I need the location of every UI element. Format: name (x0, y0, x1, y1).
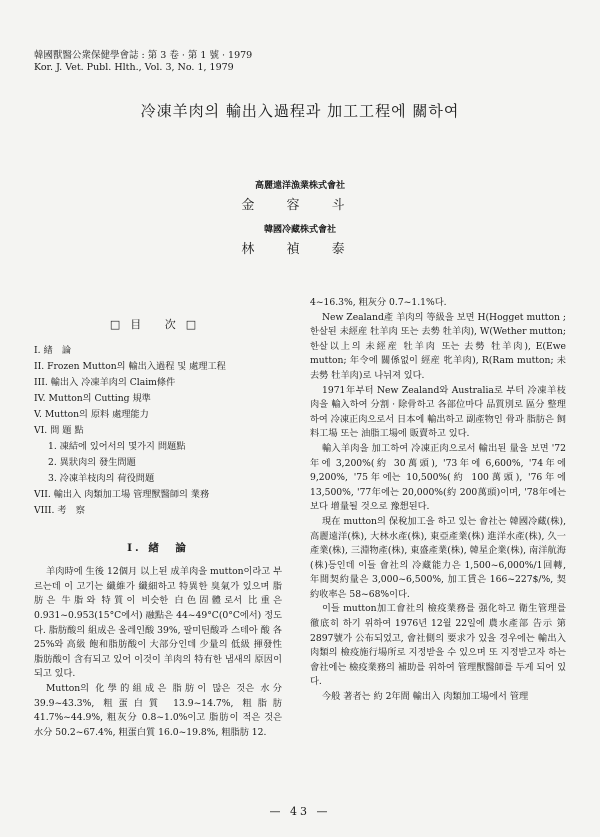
right-body-text (310, 296, 566, 705)
toc-item: 2. 異狀肉의 發生問題 (48, 456, 136, 468)
body-paragraph: 4~16.3%, 粗灰分 0.7~1.1%다. (310, 297, 447, 308)
body-paragraph: New Zealand產 羊肉의 等級을 보면 H(Hogget mutton ; 한살된 未經産 牡羊肉 또는 去勢 牡羊肉), W(Wether mutton; 한살以上의 未經産 牡羊肉 또는 去勢 牡羊肉), E(Ewe mutton; 年令에 關係없이 經産 牝羊肉), R(Ram mutton; 未去勢 牡羊肉)로 나뉘져 있다. (310, 311, 566, 381)
table-of-contents (34, 343, 282, 519)
toc-item: VIII. 考 察 (34, 504, 85, 516)
toc-item: VII. 輸出入 肉類加工場 管理獸醫師의 業務 (34, 488, 210, 500)
right-column (310, 296, 566, 705)
body-paragraph: 今般 著者는 約 2年間 輸出入 肉類加工場에서 管理 (322, 691, 529, 703)
toc-item: 1. 凍結에 있어서의 몇가지 問題點 (48, 440, 186, 452)
page-number: — 43 — (269, 805, 331, 818)
journal-header (34, 50, 252, 74)
toc-item: II. Frozen Mutton의 輸出入過程 및 處理工程 (34, 360, 226, 372)
body-paragraph: 1971年부터 New Zealand와 Australia로 부터 冷凍羊枝肉을 輸入하여 分割 · 除骨하고 各部位마다 品質別로 區分 整理하여 冷凍正肉으로서 日本에 輸出하고 副產物인 骨과 脂肪은 飼料工場 또는 油脂工場에 販賣하고 있다. (310, 384, 566, 440)
left-column (34, 318, 282, 740)
author-affiliation: 韓國冷藏株式會社 (263, 225, 336, 235)
toc-item: I. 緖 論 (34, 344, 72, 356)
author-name: 金 容 斗 (241, 198, 359, 213)
toc-heading: □目 次□ (109, 318, 207, 331)
paper-title: 冷凍羊肉의 輸出入過程과 加工工程에 關하여 (140, 102, 460, 120)
section-heading-introduction: I. 緖 論 (127, 541, 189, 554)
body-paragraph: 이들 mutton加工會社의 檢疫業務를 强化하고 衛生管理를 徹底히 하기 위하여 1976년 12월 22일에 農水產部 告示 第2897號가 公布되었고, 會社側의 要求가 있을 경우에는 輸出入 肉類의 檢疫施行場所로 지정받을 수 있으며 또 지정받고자 하는 會社에는 檢疫業務의 補助를 위하여 管理獸醫師를 두게 되어 있다. (310, 603, 566, 688)
author-affiliation: 高麗遠洋漁業株式會社 (254, 181, 345, 191)
toc-item: 3. 冷凍羊枝肉의 荷役問題 (48, 472, 155, 484)
toc-item: V. Mutton의 原料 處理能力 (34, 408, 149, 420)
journal-line-korean: 韓國獸醫公衆保健學會誌 : 第 3 卷 · 第 1 號 · 1979 (34, 50, 253, 61)
author-name: 林 禎 泰 (241, 242, 359, 257)
body-paragraph: 羊肉時에 生後 12個月 以上된 成羊肉을 mutton이라고 부르는데 이 고기는 纖維가 纖細하고 特異한 臭氣가 있으며 脂肪은 牛脂와 特質이 비슷한 白色固體로서 比重은 0.931~0.953(15°C에서) 融點은 44~49°C(0°C에서) 정도다. 脂肪酸의 組成은 올레인酸 39%, 팔미틴酸과 스테아 酸 各 25%와 高級 飽和脂肪酸이 大部分인데 少量의 低級 揮發性 脂肪酸이 含有되고 있어 이것이 羊肉의 特有한 냄새의 原因이 되고 있다. (34, 566, 282, 680)
author-2 (0, 222, 600, 257)
body-paragraph: 現在 mutton의 保稅加工을 하고 있는 會社는 韓國冷藏(株), 高麗遠洋(株), 大林水產(株), 東亞產業(株) 進洋水產(株), 久一產業(株), 三淵物產(株), 東盛產業(株), 韓星企業(株), 南洋航海(株)등인데 이들 會社의 冷藏能力은 1,500~6,000%/1回轉, 年間契約量은 3,000~6,500%, 加工賃은 166~227$/%, 契約收率은 58~68%이다. (310, 515, 566, 600)
author-1 (0, 178, 600, 213)
body-paragraph: 輸入羊肉을 加工하여 冷凍正肉으로서 輸出된 量을 보면 '72年에 3,200%(約 30萬頭), '73年에 6,600%, '74年에 9,200%, '75年에는 10,500%(約 100萬頭), '76年에 13,500%, '77年에는 20,000%(約 200萬頭)이며, '78年에는 보다 增量될 것으로 豫想된다. (310, 442, 566, 513)
journal-line-english: Kor. J. Vet. Publ. Hlth., Vol. 3, No. 1, 1979 (34, 62, 234, 73)
body-paragraph: Mutton의 化學的組成은 脂肪이 많은 것은 水分 39.9~43.3%, 粗蛋白質 13.9~14.7%, 粗脂肪 41.7%~44.9%, 粗灰分 0.8~1.0%이고 脂肪이 적은 것은 水分 50.2~67.4%, 粗蛋白質 16.0~19.8%, 粗脂肪 12. (34, 682, 282, 738)
toc-item: III. 輸出入 冷凍羊肉의 Claim條件 (34, 376, 176, 388)
toc-item: VI. 問 題 點 (34, 424, 84, 436)
toc-item: IV. Mutton의 Cutting 規準 (34, 392, 151, 404)
left-body-text (34, 565, 282, 740)
